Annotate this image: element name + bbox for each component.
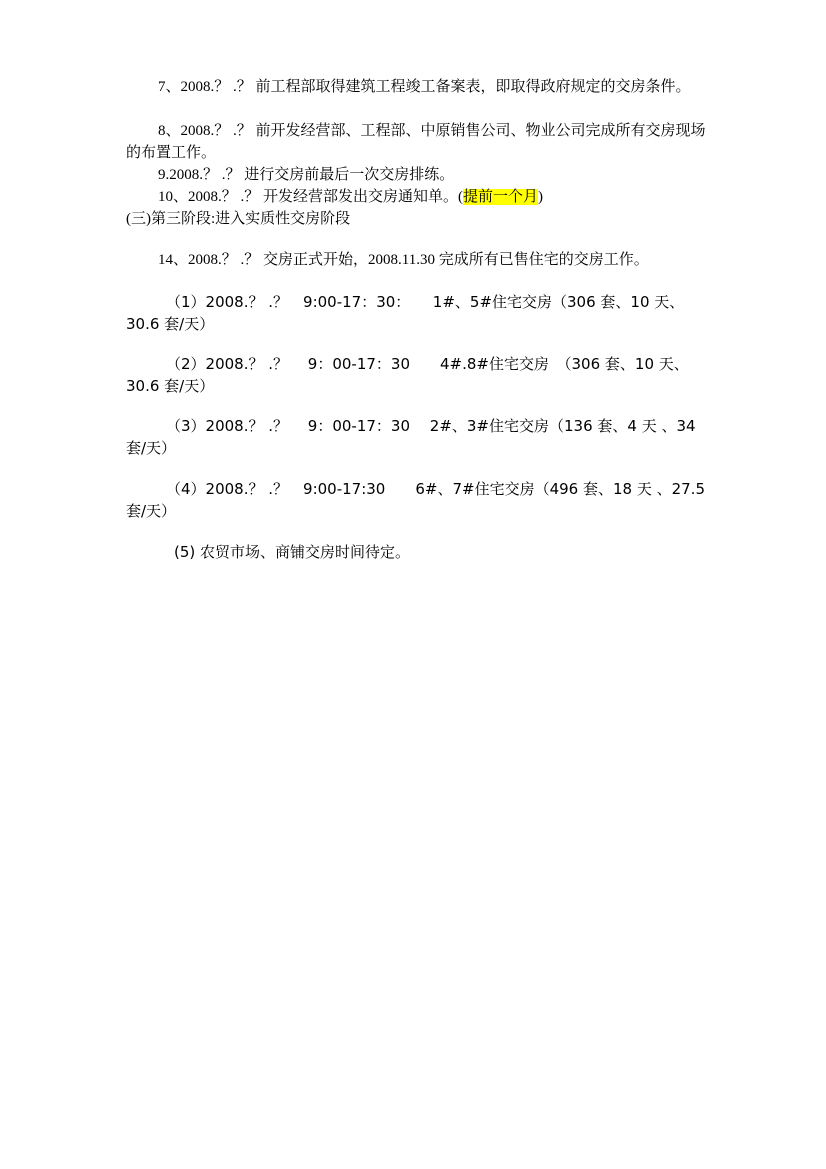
schedule-item-2: （2）2008.？ .？ 9：00-17：30 4#.8#住宅交房 （306 套、10 天、30.6 套/天）: [126, 355, 689, 395]
schedule-item-3: （3）2008.？ .？ 9：00-17：30 2#、3#住宅交房（136 套、4 天 、34 套/天）: [126, 417, 696, 457]
paragraph-item-9: 9.2008.？ .？ 进行交房前最后一次交房排练。: [158, 167, 455, 183]
paragraph-item-10-text: 10、2008.？ .？ 开发经营部发出交房通知单。(: [158, 189, 463, 205]
paragraph-item-8: 8、2008.？ .？ 前开发经营部、工程部、中原销售公司、物业公司完成所有交房现场的布置工作。: [126, 123, 706, 161]
schedule-item-1: （1）2008.？ .？ 9:00-17：30： 1#、5#住宅交房（306 套、10 天、30.6 套/天）: [126, 293, 685, 333]
paragraph-item-10-close: ): [538, 189, 544, 205]
paragraph-item-7: 7、2008.？ .？ 前工程部取得建筑工程竣工备案表，即取得政府规定的交房条件。: [158, 79, 691, 95]
paragraph-item-10: [126, 186, 716, 208]
schedule-item-4: （4）2008.？ .？ 9:00-17:30 6#、7#住宅交房（496 套、18 天 、27.5 套/天）: [126, 480, 705, 520]
highlighted-note: 提前一个月: [463, 189, 539, 205]
section-heading-stage-3: (三)第三阶段:进入实质性交房阶段: [126, 211, 351, 227]
paragraph-item-14: 14、2008.？ .？ 交房正式开始，2008.11.30 完成所有已售住宅的交房工作。: [158, 252, 649, 268]
schedule-item-5: (5) 农贸市场、商铺交房时间待定。: [174, 543, 411, 561]
